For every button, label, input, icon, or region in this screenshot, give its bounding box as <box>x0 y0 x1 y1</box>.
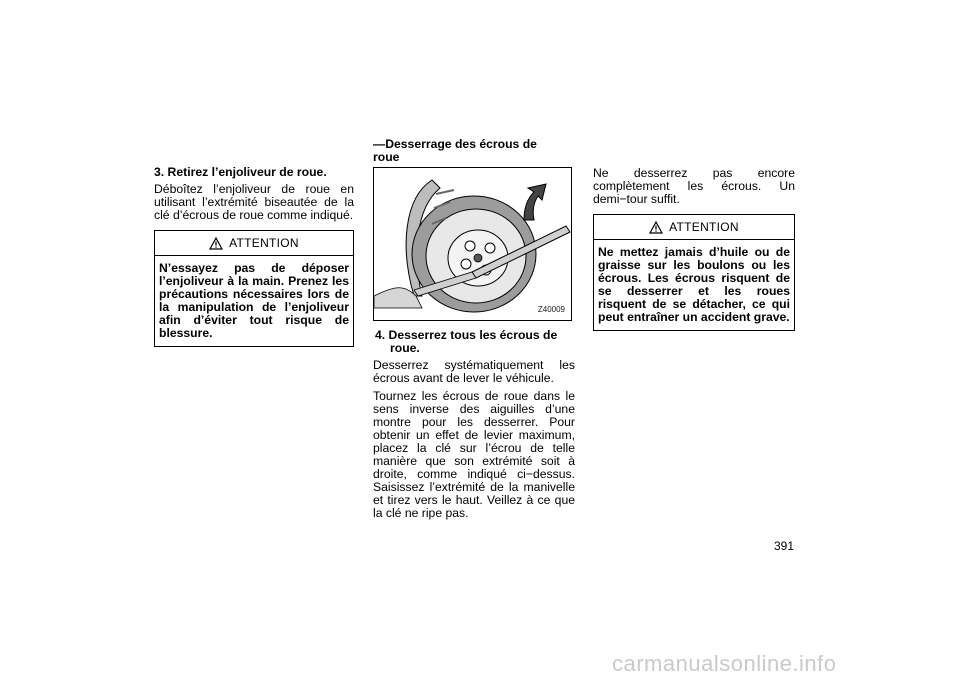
column-3 <box>593 167 795 331</box>
step-4-paragraph-2: Tournez les écrous de roue dans le sens inverse des aiguilles d’une montre pour les desserrer. Pour obtenir un effet de levier maximum, placez la clé sur l’écrou de telle manière que son extrémité soit à droite, comme indiqué ci−dessus. Saisissez l’extrémité de la manivelle et tirez vers le haut. Veillez à ce que la clé ne ripe pas. <box>373 389 575 520</box>
column-2 <box>373 138 575 525</box>
page-number: 391 <box>774 539 795 553</box>
warning-triangle-icon <box>209 237 223 250</box>
attention-header <box>155 231 353 256</box>
section-heading: —Desserrage des écrous de roue <box>373 137 537 164</box>
wheel-lug-wrench-illustration <box>374 168 571 320</box>
column-3-paragraph: Ne desserrez pas encore complètement les écrous. Un demi−tour suffit. <box>593 166 795 206</box>
attention-box-2 <box>593 214 795 331</box>
attention-text: Ne mettez jamais d’huile ou de graisse sur les boulons ou les écrous. Les écrous risquent de se desserrer et les roues risquent de se détacher, ce qui peut entraîner un accident grave. <box>598 245 790 324</box>
attention-label: ATTENTION <box>669 219 739 234</box>
figure-code: Z40009 <box>537 305 565 314</box>
attention-label: ATTENTION <box>229 235 299 250</box>
attention-header <box>594 215 794 240</box>
attention-box-1 <box>154 230 354 347</box>
warning-triangle-icon <box>649 221 663 234</box>
watermark: carmanualsonline.info <box>612 651 837 676</box>
wheel-illustration <box>373 167 572 321</box>
column-1 <box>154 166 354 347</box>
step-3-text: Déboîtez l’enjoliveur de roue en utilisant l’extrémité biseautée de la clé d’écrous de roue comme indiqué. <box>154 182 354 222</box>
attention-text: N’essayez pas de déposer l’enjoliveur à la main. Prenez les précautions nécessaires lors de la manipulation de l’enjoliveur afin d’éviter tout risque de blessure. <box>159 261 349 340</box>
step-4-heading: 4. Desserrez tous les écrous de roue. <box>375 328 558 355</box>
step-3-heading: 3. Retirez l’enjoliveur de roue. <box>154 165 327 179</box>
step-4-paragraph-1: Desserrez systématiquement les écrous avant de lever le véhicule. <box>373 358 575 385</box>
